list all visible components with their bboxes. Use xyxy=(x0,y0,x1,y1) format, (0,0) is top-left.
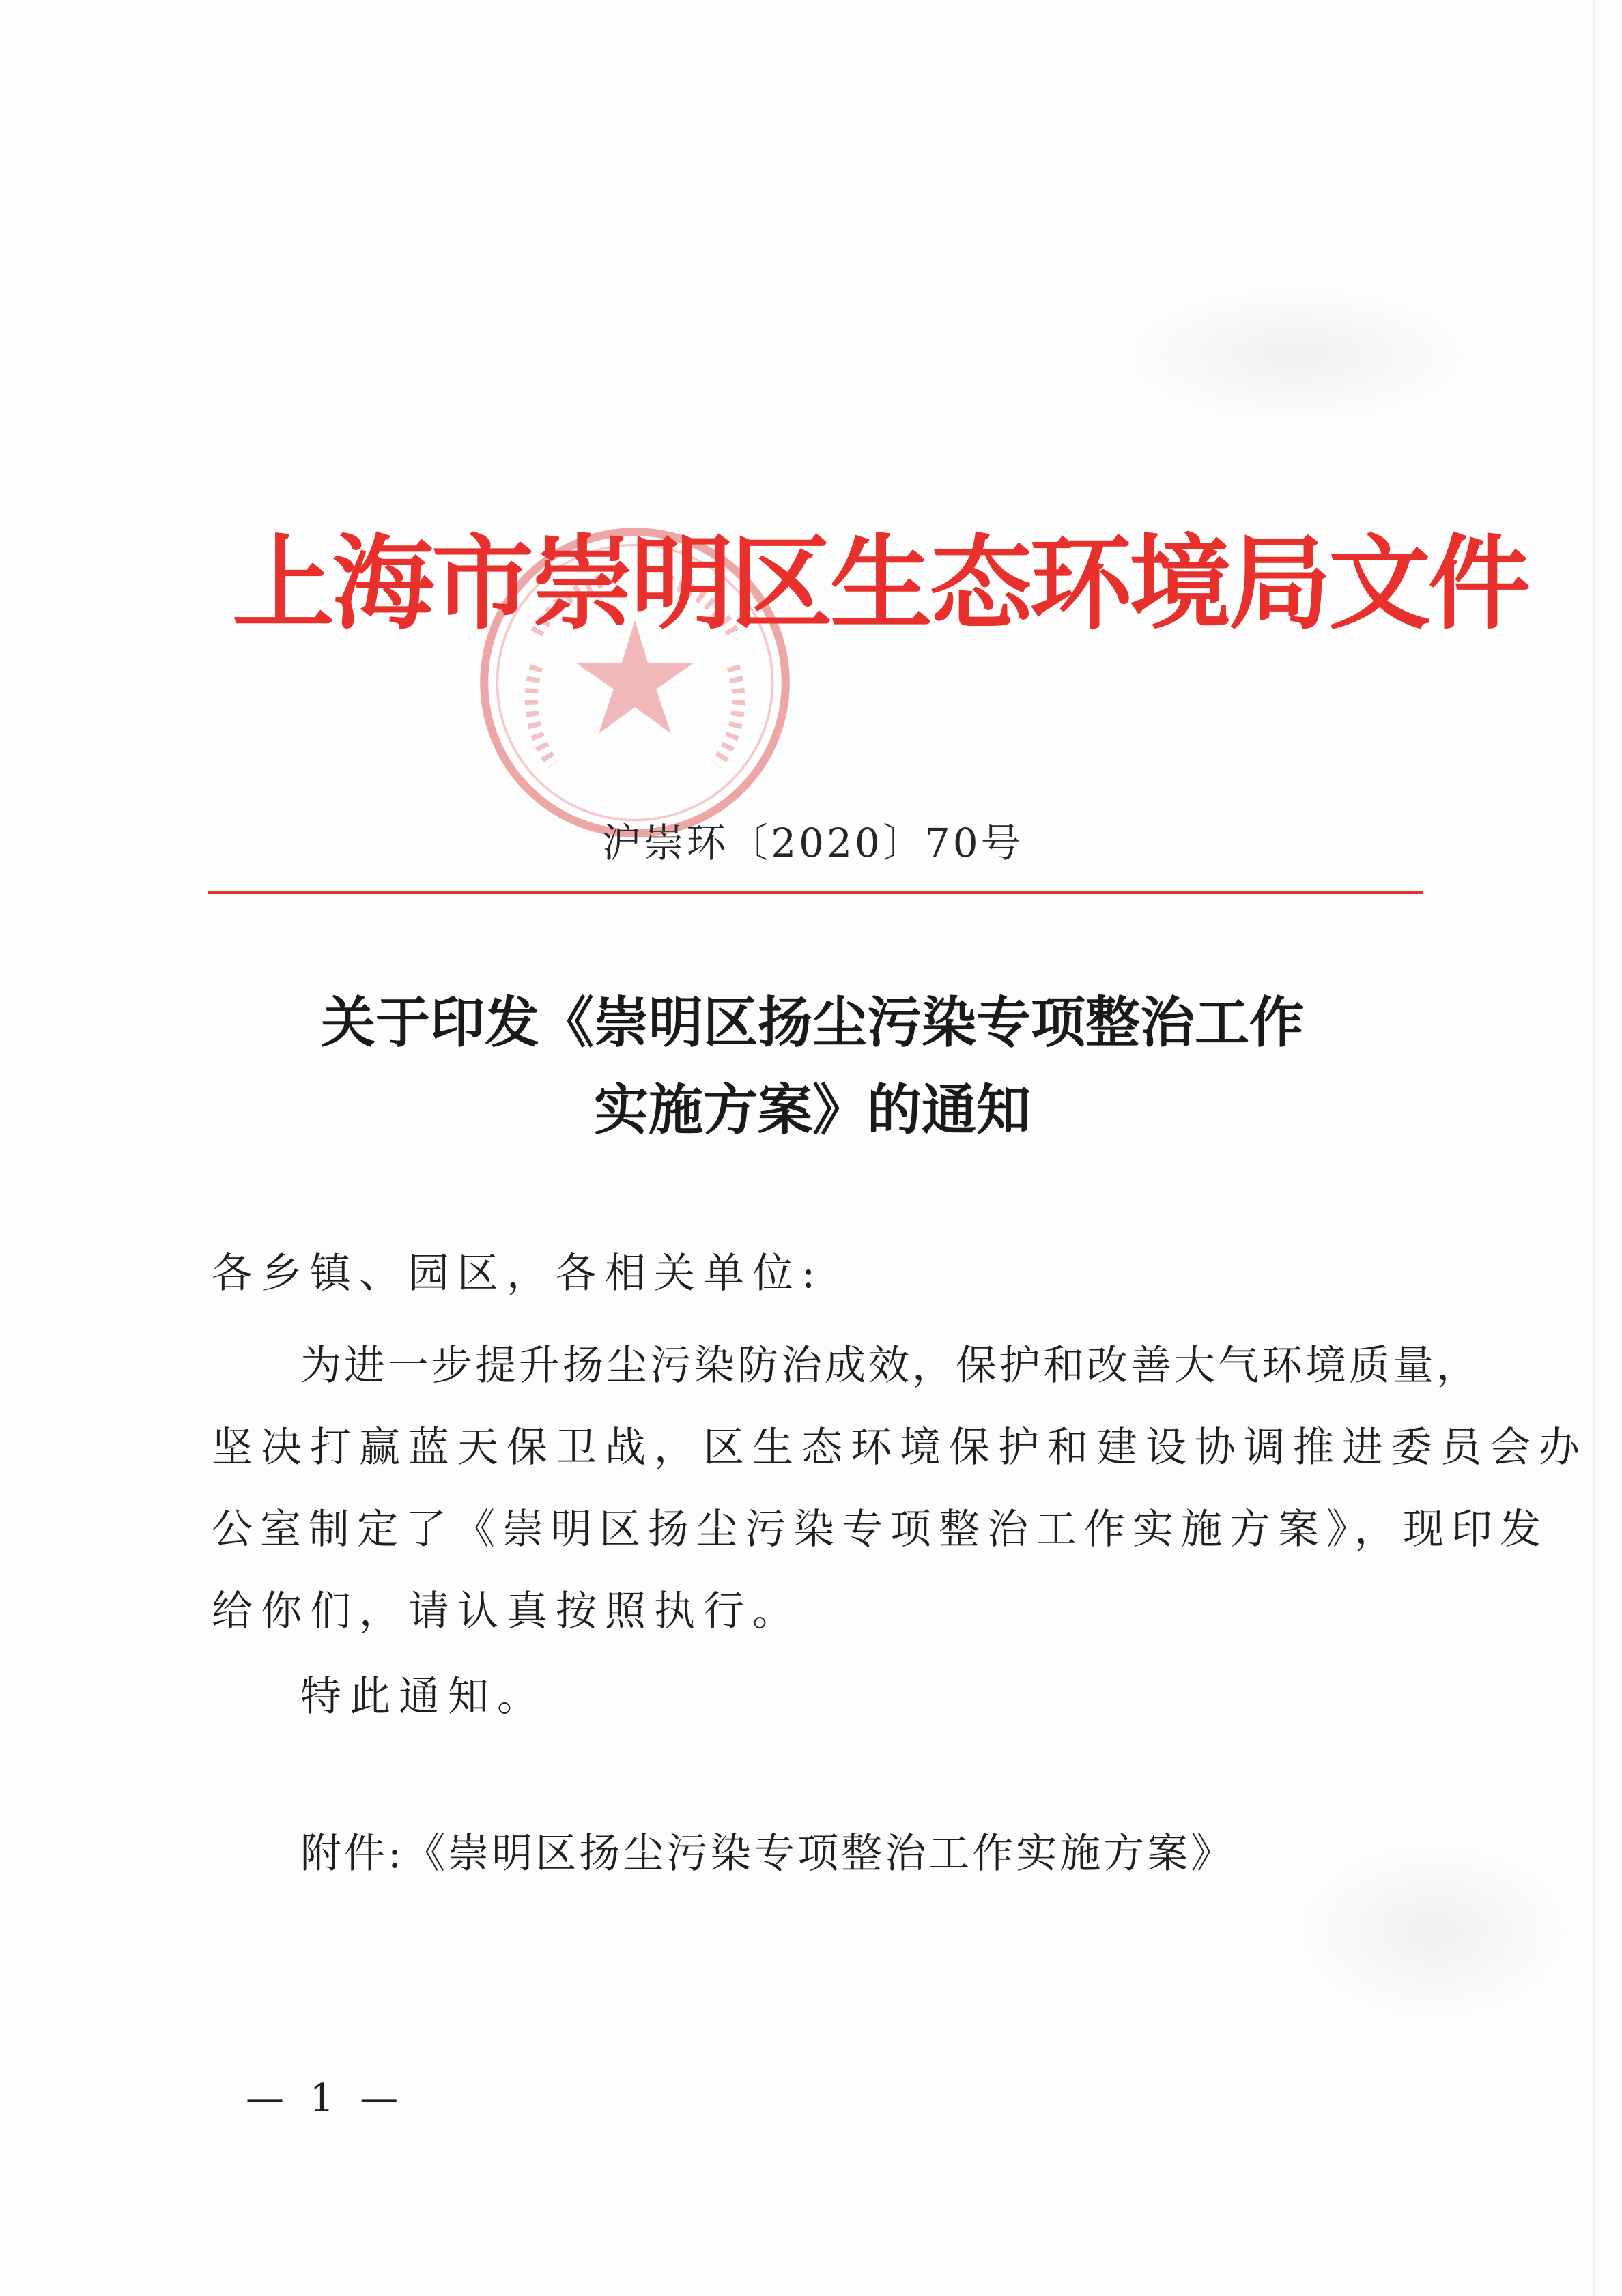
attachment-line: 附件:《崇明区扬尘污染专项整治工作实施方案》 xyxy=(300,1830,1235,1878)
salutation: 各乡镇、园区，各相关单位: xyxy=(212,1250,824,1297)
page-edge xyxy=(1593,0,1595,2296)
document-header-title: 上海市崇明区生态环境局文件 xyxy=(232,523,1528,644)
notice-title-line-2: 实施方案》的通知 xyxy=(594,1078,1031,1142)
paragraph-line: 给你们，请认真按照执行。 xyxy=(212,1588,801,1635)
scan-smudge xyxy=(1126,287,1468,423)
paragraph-line: 坚决打赢蓝天保卫战，区生态环境保护和建设协调推进委员会办 xyxy=(212,1424,1588,1472)
notice-title-line-1: 关于印发《崇明区扬尘污染专项整治工作 xyxy=(321,990,1304,1054)
document-number: 沪崇环〔2020〕70号 xyxy=(601,820,1023,866)
closing-remark: 特此通知。 xyxy=(300,1673,546,1721)
page-number: — 1 — xyxy=(246,2076,406,2121)
paragraph-line: 公室制定了《崇明区扬尘污染专项整治工作实施方案》，现印发 xyxy=(212,1506,1548,1553)
paragraph-line: 为进一步提升扬尘污染防治成效，保护和改善大气环境质量， xyxy=(300,1342,1480,1390)
red-divider-line xyxy=(208,891,1423,894)
scan-smudge xyxy=(1297,1843,1570,2020)
